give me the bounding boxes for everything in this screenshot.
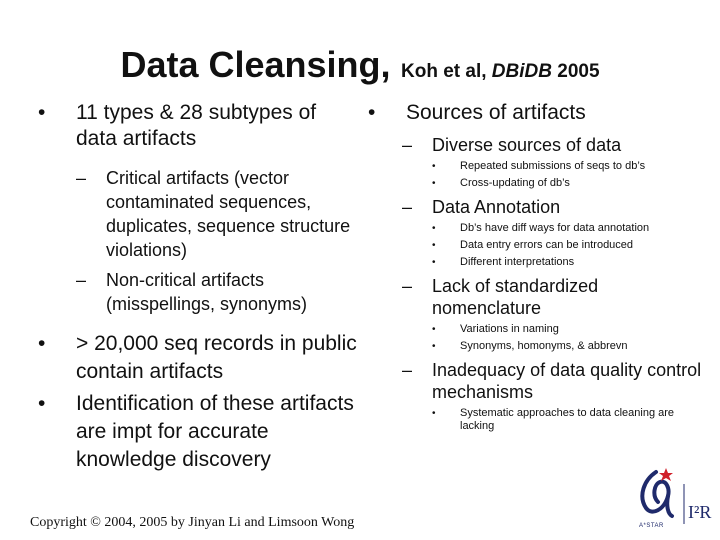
sub-bullet-text: Diverse sources of data — [432, 135, 622, 155]
sub-bullet-text: Inadequacy of data quality control mechanisms — [432, 360, 702, 402]
small-bullet-icon: • — [432, 161, 436, 172]
detail-text: Synonyms, homonyms, & abbrevn — [460, 340, 628, 352]
small-bullet-icon: • — [432, 178, 436, 189]
detail-item — [432, 177, 708, 190]
detail-text: Different interpretations — [460, 256, 575, 268]
detail-text: Cross-updating of db’s — [460, 177, 570, 189]
detail-text: Repeated submissions of seqs to db’s — [460, 160, 646, 172]
detail-item — [432, 323, 708, 336]
dash-icon: – — [76, 270, 87, 290]
bullet-text: > 20,000 seq records in public contain artifacts — [76, 332, 357, 383]
bullet-item — [38, 100, 358, 316]
detail-text: Data entry errors can be introduced — [460, 239, 634, 251]
logo-i2r-text: I²R — [688, 502, 712, 522]
detail-item — [432, 239, 708, 252]
bullet-icon: • — [38, 332, 46, 355]
sub-bullet-item — [402, 275, 708, 353]
sub-bullet-text: Data Annotation — [432, 197, 561, 217]
sub-bullet-item — [402, 359, 708, 433]
sub-bullet-item — [402, 134, 708, 190]
sub-bullet-item — [76, 268, 358, 316]
small-bullet-icon: • — [432, 240, 436, 251]
logo-graphic — [630, 466, 714, 530]
citation-venue: DBiDB — [491, 61, 552, 82]
dash-icon: – — [402, 276, 413, 296]
detail-item — [432, 407, 708, 433]
left-column — [38, 100, 358, 474]
small-bullet-icon: • — [432, 223, 436, 234]
copyright-footer: Copyright © 2004, 2005 by Jinyan Li and Limsoon Wong — [30, 515, 355, 530]
logo-star-icon — [659, 468, 673, 481]
detail-item — [432, 256, 708, 269]
citation-year: 2005 — [557, 61, 600, 82]
bullet-icon: • — [38, 392, 46, 415]
bullet-text: Sources of artifacts — [406, 101, 586, 124]
small-bullet-icon: • — [432, 324, 436, 335]
dash-icon: – — [402, 197, 413, 217]
bullet-icon: • — [368, 101, 376, 124]
logo-astar-text: A*STAR — [639, 523, 664, 529]
bullet-text: Identification of these artifacts are impt for accurate knowledge discovery — [76, 392, 354, 471]
bullet-item — [368, 100, 708, 126]
title-main: Data Cleansing, — [120, 44, 391, 85]
citation-authors: Koh et al, — [401, 61, 487, 82]
sub-bullet-text: Critical artifacts (vector contaminated sequences, duplicates, sequence structure violations) — [106, 168, 351, 260]
detail-item — [432, 340, 708, 353]
sub-bullet-item — [76, 166, 358, 262]
detail-text: Systematic approaches to data cleaning are lacking — [460, 407, 675, 432]
detail-text: Db’s have diff ways for data annotation — [460, 222, 650, 234]
slide-title — [0, 44, 720, 86]
right-column — [368, 100, 708, 439]
bullet-item — [38, 390, 358, 474]
sub-bullet-text: Lack of standardized nomenclature — [432, 276, 599, 318]
dash-icon: – — [76, 168, 87, 188]
astar-i2r-logo — [630, 466, 714, 530]
bullet-icon: • — [38, 101, 46, 124]
bullet-item — [38, 330, 358, 386]
dash-icon: – — [402, 135, 413, 155]
small-bullet-icon: • — [432, 257, 436, 268]
sub-bullet-text: Non-critical artifacts (misspellings, synonyms) — [106, 270, 308, 314]
detail-item — [432, 222, 708, 235]
small-bullet-icon: • — [432, 408, 436, 419]
detail-item — [432, 160, 708, 173]
small-bullet-icon: • — [432, 341, 436, 352]
dash-icon: – — [402, 360, 413, 380]
title-citation — [401, 61, 600, 82]
sub-bullet-item — [402, 196, 708, 269]
bullet-text: 11 types & 28 subtypes of data artifacts — [76, 101, 317, 150]
detail-text: Variations in naming — [460, 323, 559, 335]
